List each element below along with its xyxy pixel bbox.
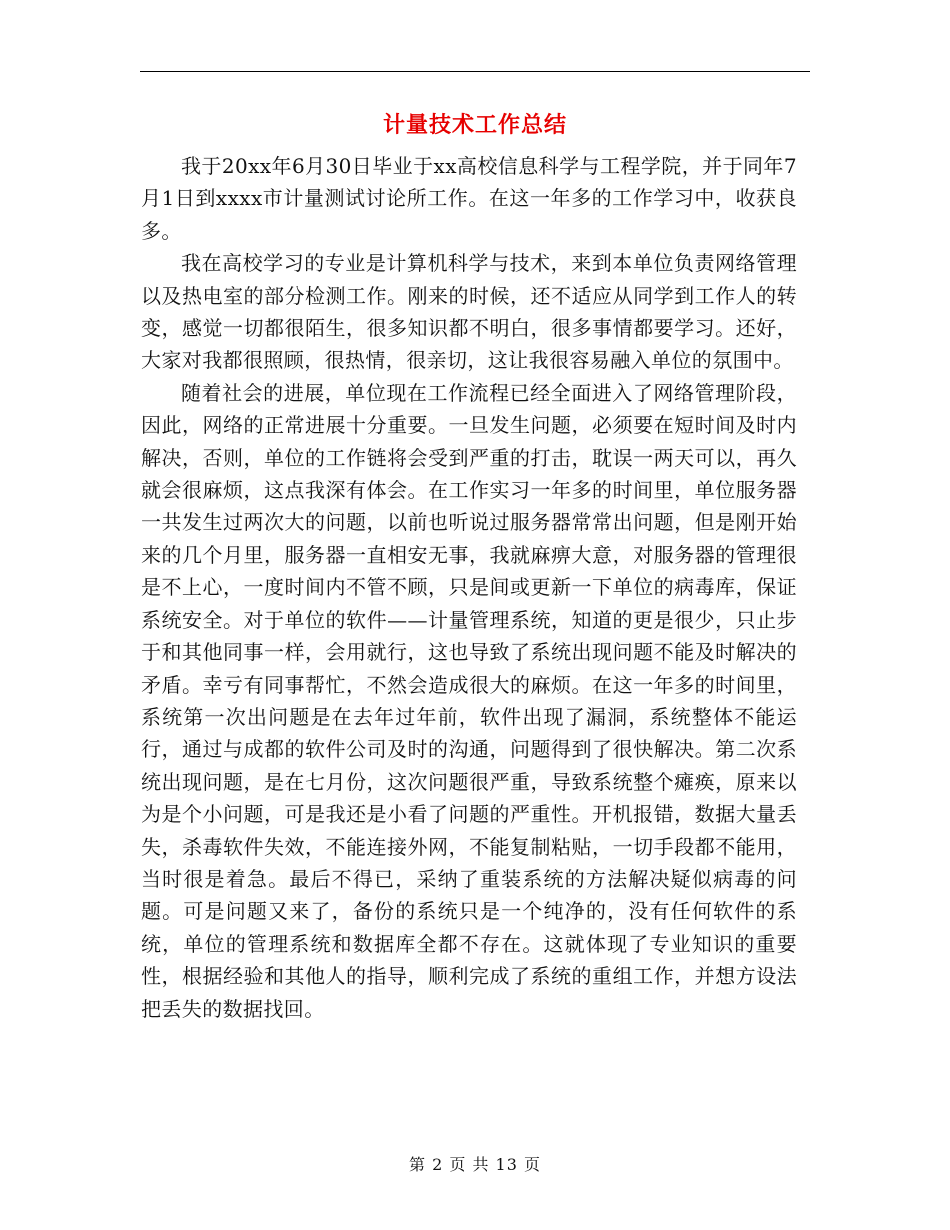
page-footer: 第 2 页 共 13 页 <box>409 1155 541 1174</box>
paragraph-3: 随着社会的进展，单位现在工作流程已经全面进入了网络管理阶段，因此，网络的正常进展十分重要。一旦发生问题，必须要在短时间及时内解决，否则，单位的工作链将会受到严重的打击，耽误一两天可以，再久就会很麻烦，这点我深有体会。在工作实习一年多的时间里，单位服务器一共发生过两次大的问题，以前也听说过服务器常常出问题，但是刚开始来的几个月里，服务器一直相安无事，我就麻痹大意，对服务器的管理很是不上心，一度时间内不管不顾，只是间或更新一下单位的病毒库，保证系统安全。对于单位的软件——计量管理系统，知道的更是很少，只止步于和其他同事一样，会用就行，这也导致了系统出现问题不能及时解决的矛盾。幸亏有同事帮忙，不然会造成很大的麻烦。在这一年多的时间里，系统第一次出问题是在去年过年前，软件出现了漏洞，系统整体不能运行，通过与成都的软件公司及时的沟通，问题得到了很快解决。第二次系统出现问题，是在七月份，这次问题很严重，导致系统整个瘫痪，原来以为是个小问题，可是我还是小看了问题的严重性。开机报错，数据大量丢失，杀毒软件失效，不能连接外网，不能复制粘贴，一切手段都不能用，当时很是着急。最后不得已，采纳了重装系统的方法解决疑似病毒的问题。可是问题又来了，备份的系统只是一个纯净的，没有任何软件的系统，单位的管理系统和数据库全都不存在。这就体现了专业知识的重要性，根据经验和其他人的指导，顺利完成了系统的重组工作，并想方设法把丢失的数据找回。 <box>141 380 797 1021</box>
paragraph-2: 我在高校学习的专业是计算机科学与技术，来到本单位负责网络管理以及热电室的部分检测工作。刚来的时候，还不适应从同学到工作人的转变，感觉一切都很陌生，很多知识都不明白，很多事情都要学习。还好，大家对我都很照顾，很热情，很亲切，这让我很容易融入单位的氛围中。 <box>141 251 797 373</box>
paragraph-1: 我于20xx年6月30日毕业于xx高校信息科学与工程学院，并于同年7月1日到xxxx市计量测试讨论所工作。在这一年多的工作学习中，收获良多。 <box>141 154 797 243</box>
header-rule <box>140 71 810 72</box>
document-body <box>141 150 797 1025</box>
document-title: 计量技术工作总结 <box>382 113 567 138</box>
